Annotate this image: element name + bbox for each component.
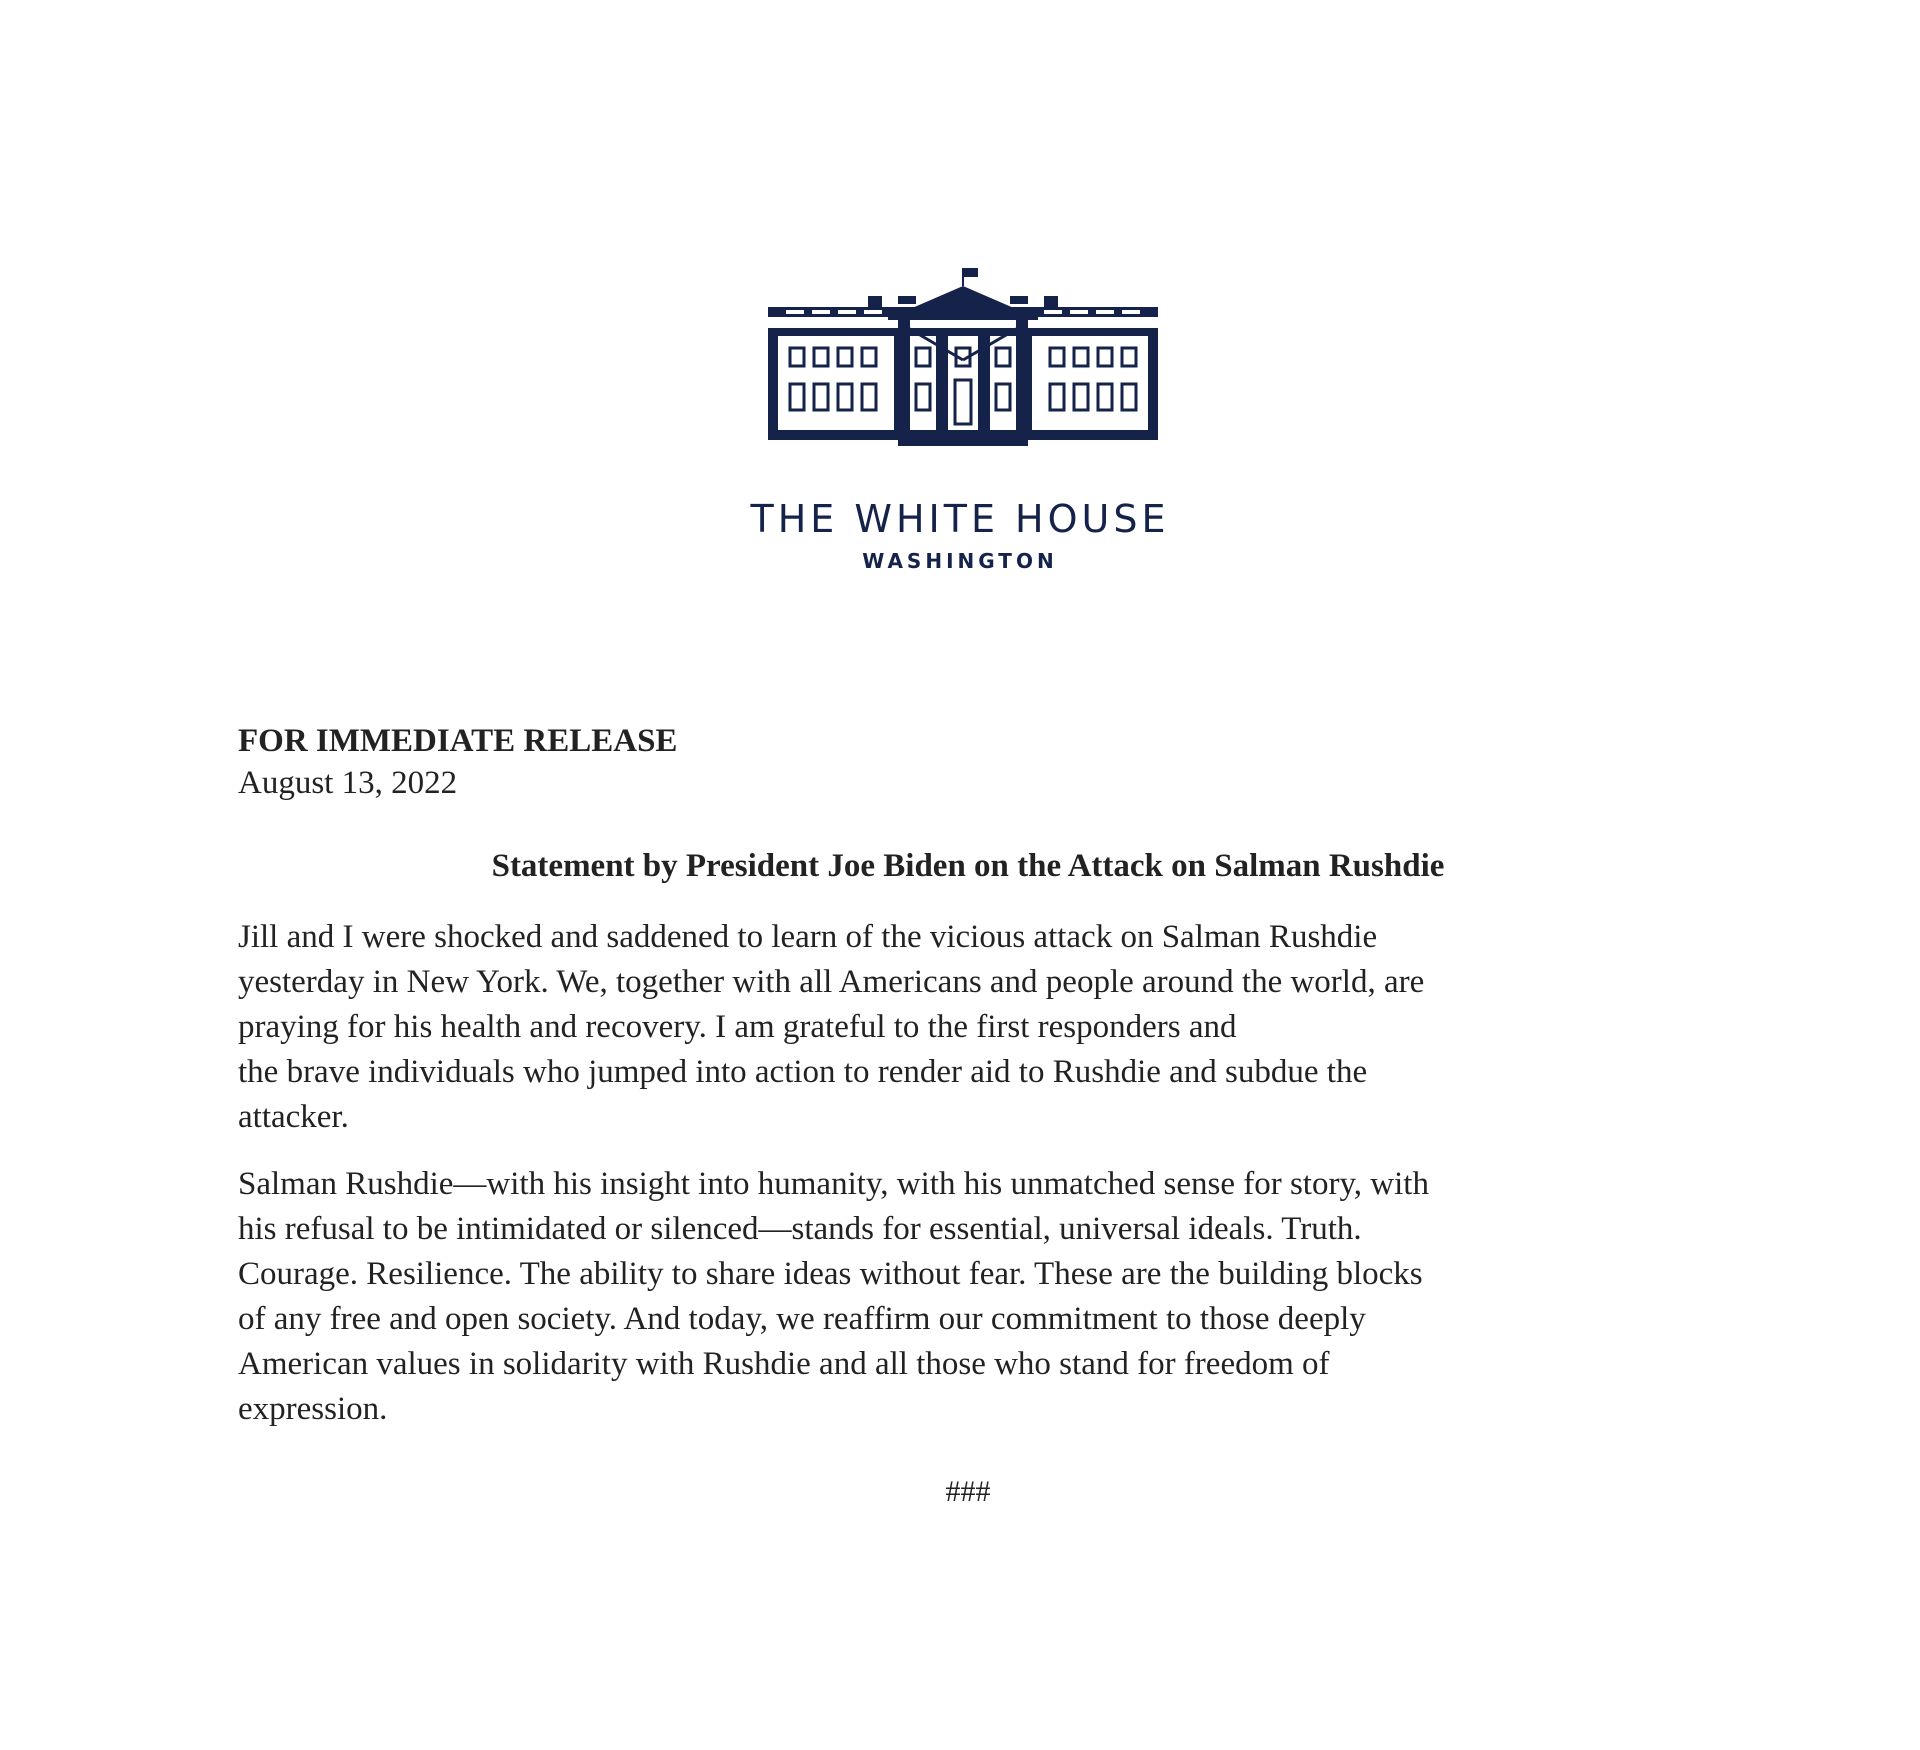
release-date: August 13, 2022: [238, 765, 458, 801]
paragraph-line: yesterday in New York. We, together with all Americans and people around the world, are: [238, 964, 1425, 1000]
paragraph-line: Jill and I were shocked and saddened to learn of the vicious attack on Salman Rushdie: [238, 919, 1378, 955]
letterhead-subtitle: WASHINGTON: [862, 549, 1058, 573]
release-label: FOR IMMEDIATE RELEASE: [238, 723, 678, 759]
letterhead-title: THE WHITE HOUSE: [750, 497, 1170, 541]
paragraph-line: the brave individuals who jumped into action to render aid to Rushdie and subdue the: [238, 1054, 1368, 1090]
paragraph-line: Salman Rushdie—with his insight into humanity, with his unmatched sense for story, with: [238, 1166, 1429, 1202]
paragraph-line: his refusal to be intimidated or silenced—stands for essential, universal ideals. Truth.: [238, 1211, 1362, 1247]
paragraph-line: attacker.: [238, 1099, 349, 1135]
statement-paragraph: [238, 1162, 1698, 1432]
end-of-release-mark: ###: [945, 1475, 991, 1508]
paragraph-line: praying for his health and recovery. I am grateful to the first responders and: [238, 1009, 1237, 1045]
statement-paragraph: [238, 915, 1698, 1140]
release-document: [238, 720, 1698, 1512]
white-house-building-icon: [768, 260, 1158, 450]
statement-headline: Statement by President Joe Biden on the Attack on Salman Rushdie: [491, 848, 1445, 884]
paragraph-line: Courage. Resilience. The ability to share ideas without fear. These are the building blocks: [238, 1256, 1423, 1292]
paragraph-line: of any free and open society. And today, we reaffirm our commitment to those deeply: [238, 1301, 1366, 1337]
paragraph-line: American values in solidarity with Rushdie and all those who stand for freedom of: [238, 1346, 1330, 1382]
paragraph-line: expression.: [238, 1391, 388, 1427]
